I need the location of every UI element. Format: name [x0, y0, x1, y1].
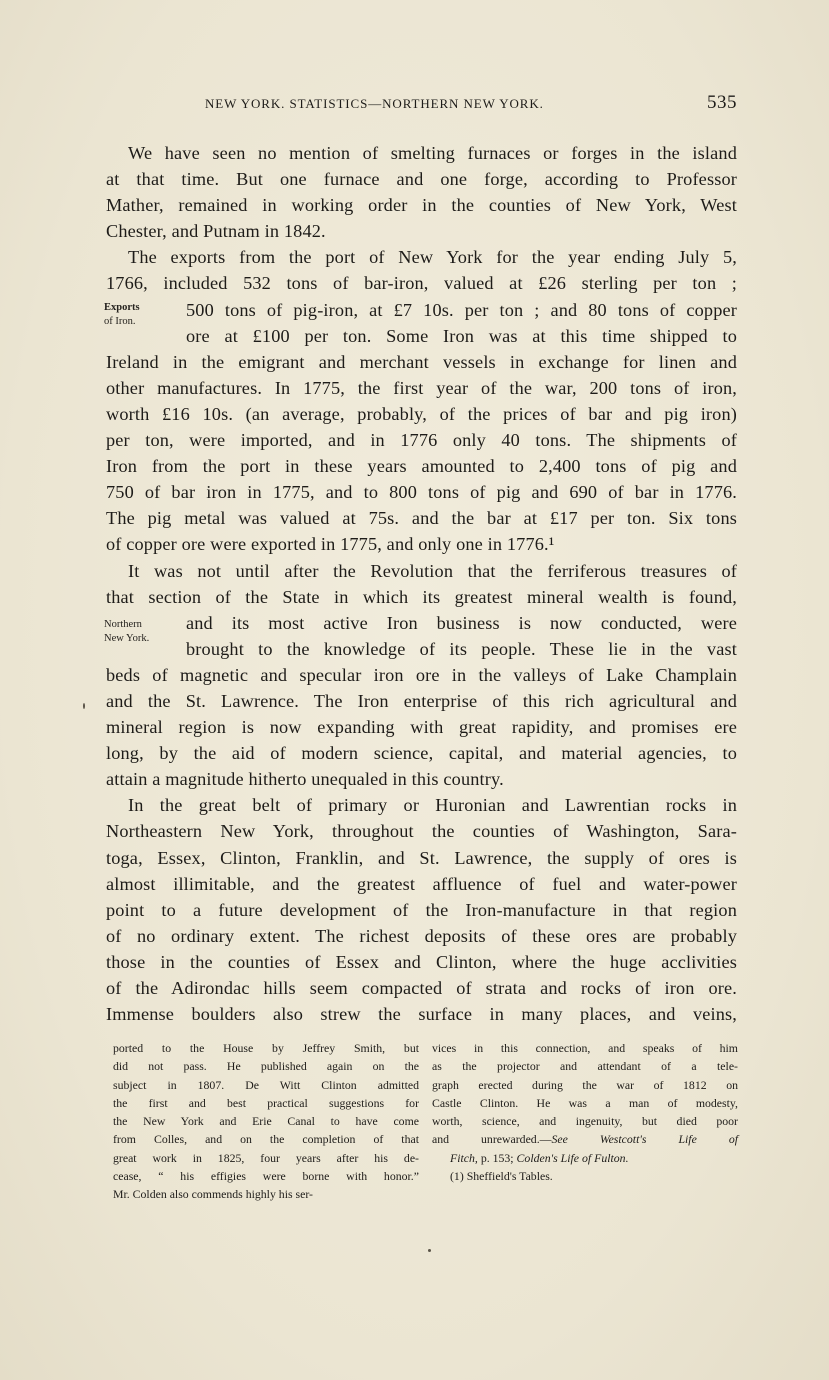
citation-prefix: and unrewarded.— — [432, 1132, 552, 1147]
footnote-line: the New York and Erie Canal to have come — [113, 1114, 419, 1129]
paragraph-4 — [106, 792, 737, 1027]
footnote-line: Castle Clinton. He was a man of modesty, — [432, 1095, 738, 1110]
text-line: per ton, were imported, and in 1776 only 40 tons. The shipments of — [106, 430, 737, 451]
footnotes — [113, 1039, 738, 1204]
text-line: Northeastern New York, throughout the counties of Washington, Sara- — [106, 821, 737, 842]
margin-note-line: Exports — [104, 302, 140, 313]
text-line: of the Adirondac hills seem compacted of strata and rocks of iron ore. — [106, 978, 737, 998]
text-line: The exports from the port of New York for the year ending July 5, — [128, 247, 737, 268]
footnote-line: subject in 1807. De Witt Clinton admitted — [113, 1077, 419, 1092]
footnote-citation-line — [432, 1149, 738, 1167]
citation-westcott: Westcott's Life of — [599, 1132, 738, 1147]
paragraph-3 — [106, 558, 737, 793]
text-line: long, by the aid of modern science, capital, and material agencies, to — [106, 743, 737, 764]
footnote-line: from Colles, and on the completion of that — [113, 1132, 419, 1147]
citation-fitch: Fitch, — [450, 1150, 478, 1165]
paper-speck — [83, 703, 85, 709]
text-line: point to a future development of the Iron-manufacture in that region — [106, 899, 737, 920]
text-line: ore at £100 per ton. Some Iron was at this time shipped to — [186, 325, 737, 346]
text-line: We have seen no mention of smelting furnaces or forges in the island — [128, 143, 737, 163]
body-text — [106, 140, 737, 1027]
text-line: other manufactures. In 1775, the first year of the war, 200 tons of iron, — [106, 377, 737, 398]
text-line: It was not until after the Revolution that the ferriferous treasures of — [128, 560, 737, 581]
text-line: mineral region is now expanding with great rapidity, and promises ere — [106, 717, 737, 738]
text-line: toga, Essex, Clinton, Franklin, and St. Lawrence, the supply of ores is — [106, 847, 737, 868]
text-line: Ireland in the emigrant and merchant vessels in exchange for linen and — [106, 351, 737, 372]
paragraph-1 — [106, 140, 737, 244]
footnote-line: did not pass. He published again on the — [113, 1059, 419, 1074]
footnote-line: vices in this connection, and speaks of him — [432, 1041, 738, 1055]
footnote-line: ported to the House by Jeffrey Smith, but — [113, 1041, 419, 1055]
footnote-citation-line — [432, 1130, 738, 1148]
footnote-reference: (1) Sheffield's Tables. — [450, 1169, 553, 1184]
text-line: Chester, and Putnam in 1842. — [106, 221, 326, 242]
footnote-line: the first and best practical suggestions for — [113, 1095, 419, 1110]
text-line: and its most active Iron business is now conducted, were — [186, 612, 737, 633]
footnote-column-left — [113, 1039, 419, 1204]
citation-fitch-page: p. 153; — [480, 1150, 514, 1165]
margin-note-line: New York. — [104, 633, 150, 644]
margin-note-line: of Iron. — [104, 316, 136, 327]
text-line: 1766, included 532 tons of bar-iron, valued at £26 sterling per ton ; — [106, 273, 737, 294]
margin-note-line: Northern — [104, 619, 142, 630]
text-line: those in the counties of Essex and Clinton, where the huge acclivities — [106, 951, 737, 972]
footnote-line: Mr. Colden also commends highly his ser- — [113, 1187, 313, 1202]
text-line: brought to the knowledge of its people. These lie in the vast — [186, 638, 737, 659]
text-line: Immense boulders also strew the surface in many places, and veins, — [106, 1004, 737, 1025]
paragraph-2 — [106, 244, 737, 557]
text-line: Mather, remained in working order in the counties of New York, West — [106, 195, 737, 216]
footnote-line: as the projector and attendant of a tele- — [432, 1059, 738, 1074]
text-line: almost illimitable, and the greatest affluence of fuel and water-power — [106, 873, 737, 894]
text-line: 500 tons of pig-iron, at £7 10s. per ton ; and 80 tons of copper — [186, 299, 737, 320]
text-line: and the St. Lawrence. The Iron enterprise of this rich agricultural and — [106, 690, 737, 711]
text-line: at that time. But one furnace and one forge, according to Professor — [106, 169, 737, 190]
text-line: attain a magnitude hitherto unequaled in this country. — [106, 769, 504, 790]
text-line: The pig metal was valued at 75s. and the bar at £17 per ton. Six tons — [106, 508, 737, 529]
footnote-line: great work in 1825, four years after his de- — [113, 1150, 419, 1165]
text-line: beds of magnetic and specular iron ore in the valleys of Lake Champlain — [106, 664, 737, 685]
text-line: In the great belt of primary or Huronian and Lawrentian rocks in — [128, 795, 737, 816]
footnote-column-right — [432, 1039, 738, 1204]
page-number: 535 — [707, 92, 737, 113]
paper-speck — [428, 1249, 431, 1252]
page-header — [205, 92, 737, 114]
text-line: worth £16 10s. (an average, probably, of the prices of bar and pig iron) — [106, 403, 737, 424]
citation-colden: Colden's Life of Fulton. — [516, 1150, 629, 1165]
running-head: NEW YORK. STATISTICS—NORTHERN NEW YORK. — [205, 96, 544, 111]
footnote-line: cease, “ his effigies were borne with honor.” — [113, 1169, 419, 1184]
text-line: of copper ore were exported in 1775, and only one in 1776.¹ — [106, 534, 555, 555]
footnote-line: graph erected during the war of 1812 on — [432, 1077, 738, 1092]
text-line: 750 of bar iron in 1775, and to 800 tons of pig and 690 of bar in 1776. — [106, 482, 737, 503]
text-line: that section of the State in which its greatest mineral wealth is found, — [106, 586, 737, 607]
text-line: Iron from the port in these years amounted to 2,400 tons of pig and — [106, 456, 737, 477]
footnote-line: worth, science, and ingenuity, but died poor — [432, 1114, 738, 1129]
citation-see: See — [551, 1132, 568, 1147]
text-line: of no ordinary extent. The richest deposits of these ores are probably — [106, 925, 737, 946]
